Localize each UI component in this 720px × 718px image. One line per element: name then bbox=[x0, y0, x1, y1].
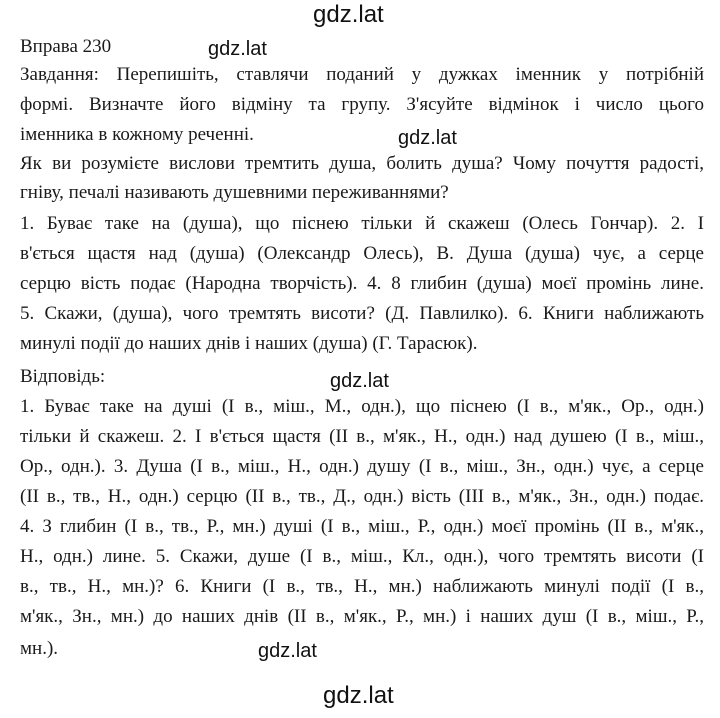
task-line: формі. Визначте його відміну та групу. З'ясуйте відмінок і число цього bbox=[20, 94, 704, 115]
watermark: gdz.lat bbox=[330, 370, 389, 392]
answer-line: тільки й скажеш. 2. І в'ється щастя (ІІ в., м'як., Н., одн.) над душею (І в., міш., bbox=[20, 426, 704, 447]
answer-line: в., тв., Н., мн.)? 6. Книги (І в., тв., Н., мн.) наближають минулі події (І в., bbox=[20, 576, 704, 597]
exercise-title: Вправа 230 bbox=[20, 36, 112, 57]
exercise-line: 1. Буває таке на (душа), що піснею тільки й скажеш (Олесь Гончар). 2. І bbox=[20, 213, 704, 234]
watermark: gdz.lat bbox=[398, 127, 457, 149]
watermark: gdz.lat bbox=[258, 640, 317, 662]
question-line: гніву, печалі називають душевними переживаннями? bbox=[20, 182, 449, 203]
answer-line: (ІІ в., тв., Н., одн.) серцю (ІІ в., тв., Д., одн.) вість (ІІІ в., м'як., Зн., одн.) подає. bbox=[20, 486, 704, 507]
exercise-line: серцю вість подає (Народна творчість). 4. 8 глибин (душа) моєї промінь лине. bbox=[20, 273, 704, 294]
task-line: Завдання: Перепишіть, ставлячи поданий у дужках іменник у потрібній bbox=[20, 64, 704, 85]
answer-line: 1. Буває таке на душі (І в., міш., М., одн.), що піснею (І в., м'як., Ор., одн.) bbox=[20, 396, 704, 417]
exercise-line: 5. Скажи, (душа), чого тремтять висоти? (Д. Павлилко). 6. Книги наближають bbox=[20, 303, 704, 324]
exercise-line: минулі події до наших днів і наших (душа) (Г. Тарасюк). bbox=[20, 333, 478, 354]
answer-line: 4. З глибин (І в., тв., Р., мн.) душі (І в., міш., Р., одн.) моєї промінь (ІІ в., м'як., bbox=[20, 516, 704, 537]
watermark: gdz.lat bbox=[323, 682, 394, 709]
question-line: Як ви розумієте вислови тремтить душа, болить душа? Чому почуття радості, bbox=[20, 153, 704, 174]
answer-line: Ор., одн.). 3. Душа (І в., міш., Н., одн.) душу (І в., міш., Зн., одн.) чує, а серце bbox=[20, 456, 704, 477]
answer-heading: Відповідь: bbox=[20, 366, 106, 387]
watermark: gdz.lat bbox=[208, 38, 267, 60]
answer-line: м'як., Зн., мн.) до наших днів (ІІ в., м'як., Р., мн.) і наших душ (І в., міш., Р., bbox=[20, 606, 704, 627]
answer-line: Н., одн.) лине. 5. Скажи, душе (І в., міш., Кл., одн.), чого тремтять висоти (І bbox=[20, 546, 704, 567]
answer-line: мн.). bbox=[20, 638, 59, 659]
task-line: іменника в кожному реченні. bbox=[20, 124, 254, 145]
exercise-line: в'ється щастя над (душа) (Олександр Олесь), В. Душа (душа) чує, а серце bbox=[20, 243, 704, 264]
watermark: gdz.lat bbox=[313, 1, 384, 28]
